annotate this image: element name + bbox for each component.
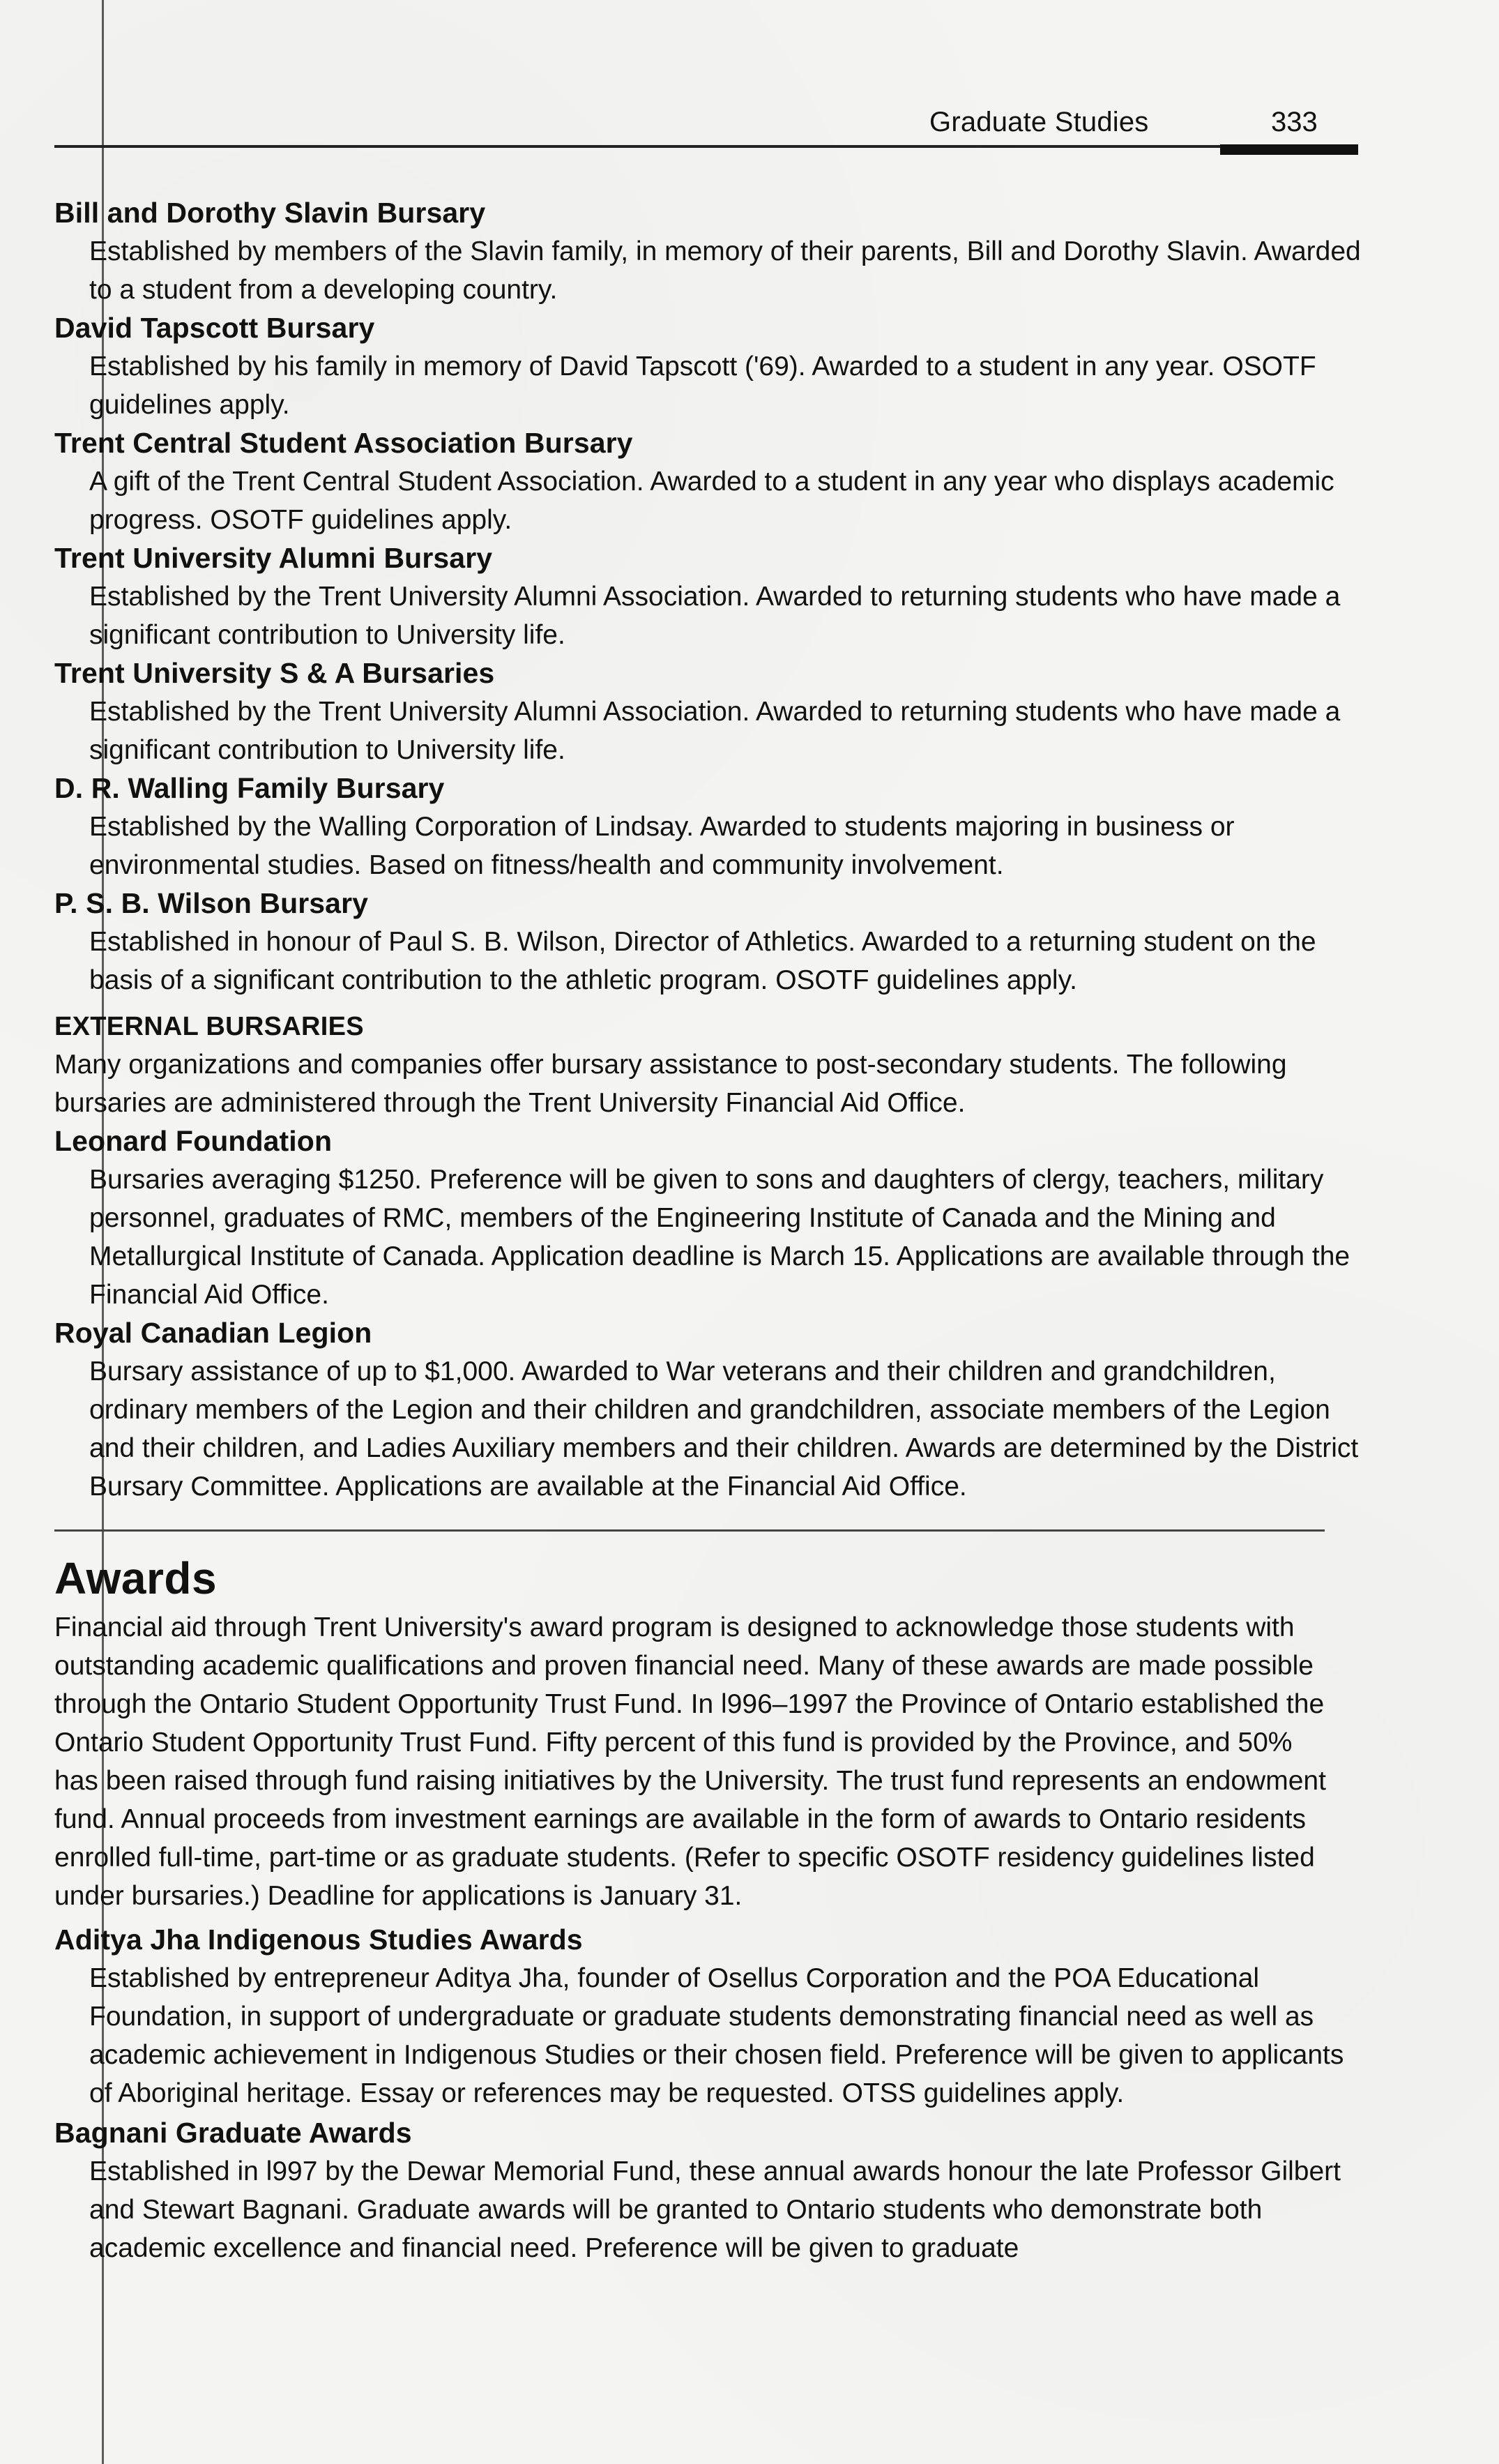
bursary-description: Established by the Trent University Alumni Association. Awarded to returning students who have made a significant contribution to University life. xyxy=(89,582,1341,650)
external-bursaries-intro: Many organizations and companies offer bursary assistance to post-secondary students. The following bursaries are administered through the Trent University Financial Aid Office. xyxy=(54,1050,1287,1118)
bursaries-section xyxy=(54,194,1367,999)
award-description: Established by entrepreneur Aditya Jha, founder of Osellus Corporation and the POA Educational Foundation, in support of undergraduate or graduate students demonstrating financial need as well as academic achievement in Indigenous Studies or their chosen field. Preference will be given to applicants of Aboriginal heritage. Essay or references may be requested. OTSS guidelines apply. xyxy=(89,1963,1344,2108)
award-title: Aditya Jha Indigenous Studies Awards xyxy=(54,1923,583,1956)
external-bursary-description: Bursaries averaging $1250. Preference will be given to sons and daughters of clergy, teachers, military personnel, graduates of RMC, members of the Engineering Institute of Canada and the Mining and Metallurgical Institute of Canada. Application deadline is March 15. Applications are available through the Financial Aid Office. xyxy=(89,1165,1350,1310)
external-bursary-title: Royal Canadian Legion xyxy=(54,1317,372,1349)
external-bursary-description: Bursary assistance of up to $1,000. Awarded to War veterans and their children and grandchildren, ordinary members of the Legion and their children and grandchildren, associate members of the Legion and their children, and Ladies Auxiliary members and their children. Awards are determined by the District Bursary Committee. Applications are available at the Financial Aid Office. xyxy=(89,1356,1359,1502)
page-header xyxy=(54,105,1358,150)
awards-title: Awards xyxy=(54,1553,218,1603)
bursary-entry xyxy=(54,769,1367,884)
bursary-entry xyxy=(54,539,1367,654)
awards-intro: Financial aid through Trent University's award program is designed to acknowledge those students with outstanding academic qualifications and proven financial need. Many of these awards are made possible through the Ontario Student Opportunity Trust Fund. In l996–1997 the Province of Ontario established the Ontario Student Opportunity Trust Fund. Fifty percent of this fund is provided by the Province, and 50% has been raised through fund raising initiatives by the University. The trust fund represents an endowment fund. Annual proceeds from investment earnings are available in the form of awards to Ontario residents enrolled full-time, part-time or as graduate students. (Refer to specific OSOTF residency guidelines listed under bursaries.) Deadline for applications is January 31. xyxy=(54,1612,1326,1911)
bursary-title: Trent Central Student Association Bursary xyxy=(54,427,633,459)
bursary-entry xyxy=(54,194,1367,309)
bursary-description: Established by the Walling Corporation of Lindsay. Awarded to students majoring in business or environmental studies. Based on fitness/health and community involvement. xyxy=(89,812,1235,880)
bursary-entry xyxy=(54,884,1367,999)
bursary-title: Trent University Alumni Bursary xyxy=(54,542,493,574)
bursary-description: A gift of the Trent Central Student Association. Awarded to a student in any year who displays academic progress. OSOTF guidelines apply. xyxy=(89,467,1334,535)
bursary-title: Bill and Dorothy Slavin Bursary xyxy=(54,197,486,229)
document-content xyxy=(54,194,1367,2267)
page-number: 333 xyxy=(1271,107,1318,137)
awards-list xyxy=(54,1921,1367,2267)
award-entry xyxy=(54,1921,1367,2112)
bursary-title: P. S. B. Wilson Bursary xyxy=(54,887,369,919)
award-entry xyxy=(54,2114,1367,2267)
running-header-title: Graduate Studies xyxy=(929,107,1149,137)
external-bursaries-section xyxy=(54,1008,1367,1506)
external-bursary-entry xyxy=(54,1122,1367,1314)
bursary-entry xyxy=(54,654,1367,769)
bursary-entry xyxy=(54,309,1367,424)
award-description: Established in l997 by the Dewar Memorial Fund, these annual awards honour the late Professor Gilbert and Stewart Bagnani. Graduate awards will be granted to Ontario students who demonstrate both academic excellence and financial need. Preference will be given to graduate xyxy=(89,2156,1341,2263)
external-bursary-title: Leonard Foundation xyxy=(54,1125,333,1157)
section-divider xyxy=(54,1529,1325,1532)
bursary-description: Established by the Trent University Alumni Association. Awarded to returning students who have made a significant contribution to University life. xyxy=(89,697,1341,765)
bursary-description: Established in honour of Paul S. B. Wilson, Director of Athletics. Awarded to a returning student on the basis of a significant contribution to the athletic program. OSOTF guidelines apply. xyxy=(89,927,1316,995)
awards-section xyxy=(54,1551,1367,2267)
bursary-description: Established by his family in memory of David Tapscott ('69). Awarded to a student in any year. OSOTF guidelines apply. xyxy=(89,352,1316,420)
bursary-title: D. R. Walling Family Bursary xyxy=(54,772,445,804)
award-title: Bagnani Graduate Awards xyxy=(54,2117,412,2149)
header-rule xyxy=(54,145,1358,148)
bursary-description: Established by members of the Slavin family, in memory of their parents, Bill and Dorothy Slavin. Awarded to a student from a developing country. xyxy=(89,236,1361,305)
bursary-title: Trent University S & A Bursaries xyxy=(54,657,495,689)
bursary-title: David Tapscott Bursary xyxy=(54,312,375,344)
header-bar xyxy=(1220,144,1358,155)
external-bursaries-heading: EXTERNAL BURSARIES xyxy=(54,1012,364,1041)
bursary-entry xyxy=(54,424,1367,539)
external-bursary-entry xyxy=(54,1314,1367,1506)
